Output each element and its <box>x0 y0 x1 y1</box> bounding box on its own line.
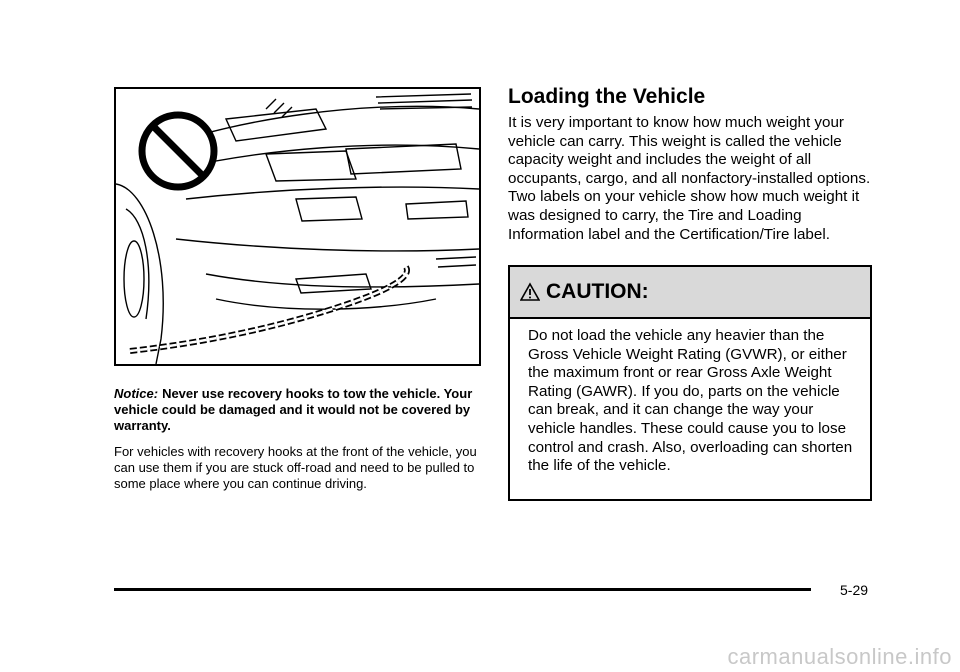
loading-paragraph: It is very important to know how much weight your vehicle can carry. This weight is called the vehicle capacity weight and includes the weight of all occupants, cargo, and all nonfactory-installed options. Two labels on your vehicle show how much weight it was designed to carry, the Tire and Loading Information label and the Certification/Tire label. <box>508 114 871 243</box>
recovery-hooks-paragraph: For vehicles with recovery hooks at the front of the vehicle, you can use them if you are stuck off-road and need to be pulled to some place where you can continue driving. <box>114 444 477 491</box>
notice-text: Never use recovery hooks to tow the vehicle. Your vehicle could be damaged and it would not be covered by warranty. <box>114 386 473 433</box>
notice-paragraph <box>114 386 484 434</box>
notice-label: Notice: <box>114 386 159 401</box>
watermark: carmanualsonline.info <box>727 644 952 669</box>
page-number: 5-29 <box>840 582 869 598</box>
prohibition-icon <box>142 115 214 187</box>
caution-box <box>508 265 872 501</box>
tire-outline <box>116 184 163 364</box>
section-heading: Loading the Vehicle <box>508 85 706 108</box>
caution-header <box>510 267 870 319</box>
tow-chain <box>130 267 407 351</box>
footer-rule <box>114 588 811 591</box>
caution-text: Do not load the vehicle any heavier than the Gross Vehicle Weight Rating (GVWR), or either the maximum front or rear Gross Axle Weight Rating (GAWR). If you do, parts on the vehicle can break, and it can change the way your vehicle handles. These could cause you to lose control and crash. Also, overloading can shorten the life of the vehicle. <box>528 327 853 475</box>
warning-triangle-icon <box>520 282 540 302</box>
vehicle-chain-drawing <box>116 89 479 364</box>
towing-illustration <box>114 87 481 366</box>
caution-title: CAUTION: <box>546 280 649 303</box>
